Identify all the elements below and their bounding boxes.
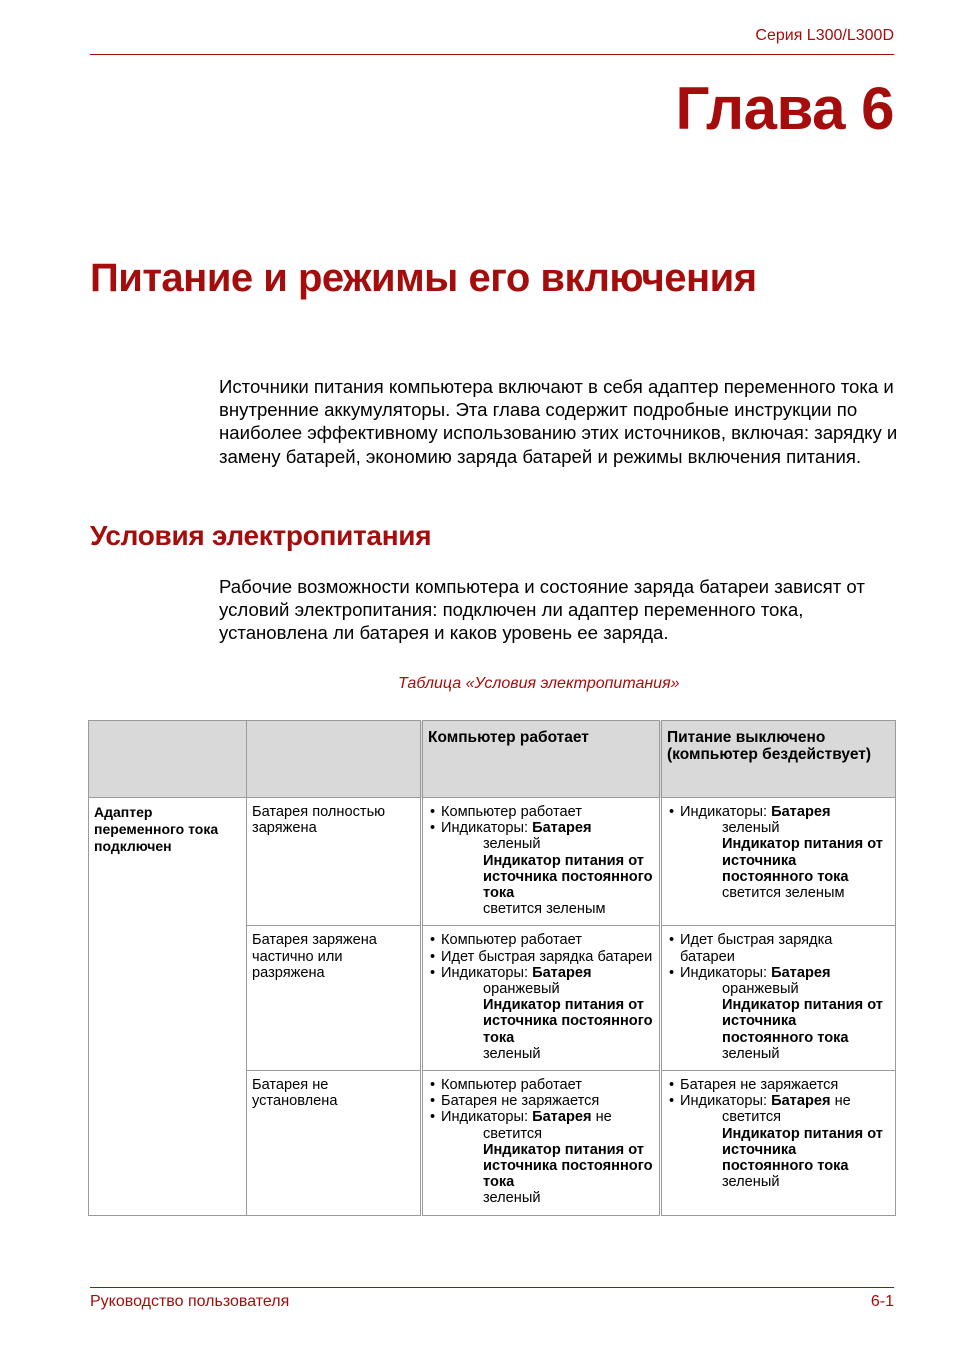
list-item: • Компьютер работает [428,804,654,820]
list-item: • Индикаторы: Батарея [667,965,890,981]
battery-state-cell: Батарея не установлена [247,1071,422,1216]
header-cell-power-off: Питание выключено (компьютер бездействует) [661,721,896,798]
row-group-label: Адаптер переменного тока подключен [89,798,247,1216]
list-item: • Индикаторы: Батарея не [667,1093,890,1109]
indicator-detail: зеленый Индикатор питания от источника постоянного тока светится зеленым [483,836,653,918]
battery-state-cell: Батарея заряжена частично или разряжена [247,926,422,1071]
header-cell-computer-works: Компьютер работает [422,721,661,798]
header-cell [89,721,247,798]
table-header-row [89,721,896,798]
computer-works-cell [422,1071,661,1216]
indicator-detail: светится Индикатор питания от источника постоянного тока зеленый [483,1125,653,1207]
power-off-cell [661,1071,896,1216]
indicator-detail: оранжевый Индикатор питания от источника постоянного тока зеленый [483,981,653,1062]
list-item: • Индикаторы: Батарея не [428,1109,654,1125]
indicator-detail: оранжевый Индикатор питания от источника постоянного тока зеленый [722,981,883,1062]
list-item: • Батарея не заряжается [428,1093,654,1109]
list-item: • Индикаторы: Батарея [428,820,654,836]
list-item: • Индикаторы: Батарея [428,965,654,981]
power-off-cell [661,798,896,926]
list-item: • Компьютер работает [428,932,654,948]
list-item: • Идет быстрая зарядка батареи [428,949,654,965]
table-caption: Таблица «Условия электропитания» [398,675,680,692]
page-title: Питание и режимы его включения [90,256,757,300]
intro-paragraph: Источники питания компьютера включают в себя адаптер переменного тока и внутренние аккумуляторы. Эта глава содержит подробные инструкции по наиболее эффективному использованию этих источников, включая: зарядку и замену батарей, экономию заряда батарей и режимы включения питания. [219,376,898,467]
power-conditions-table [88,720,896,1216]
computer-works-cell [422,798,661,926]
header-cell [247,721,422,798]
series-label: Серия L300/L300D [755,27,894,44]
bottom-divider [90,1287,894,1288]
computer-works-cell [422,926,661,1071]
section-heading: Условия электропитания [90,520,432,551]
top-divider [90,54,894,55]
indicator-detail: зеленый Индикатор питания от источника постоянного тока светится зеленым [722,820,883,902]
battery-state-cell: Батарея полностью заряжена [247,798,422,926]
footer-title: Руководство пользователя [90,1293,290,1310]
power-off-cell [661,926,896,1071]
section-paragraph: Рабочие возможности компьютера и состояние заряда батареи зависят от условий электропитания: подключен ли адаптер переменного тока, установлена ли батарея и каков уровень ее заряда. [219,576,865,644]
list-item: • Индикаторы: Батарея [667,804,890,820]
list-item: • Идет быстрая зарядка батареи [667,932,890,964]
list-item: • Батарея не заряжается [667,1077,890,1093]
page-number: 6-1 [870,1293,894,1310]
indicator-detail: светится Индикатор питания от источника постоянного тока зеленый [722,1109,883,1191]
list-item: • Компьютер работает [428,1077,654,1093]
chapter-heading: Глава 6 [675,75,894,142]
table-row [89,798,896,926]
